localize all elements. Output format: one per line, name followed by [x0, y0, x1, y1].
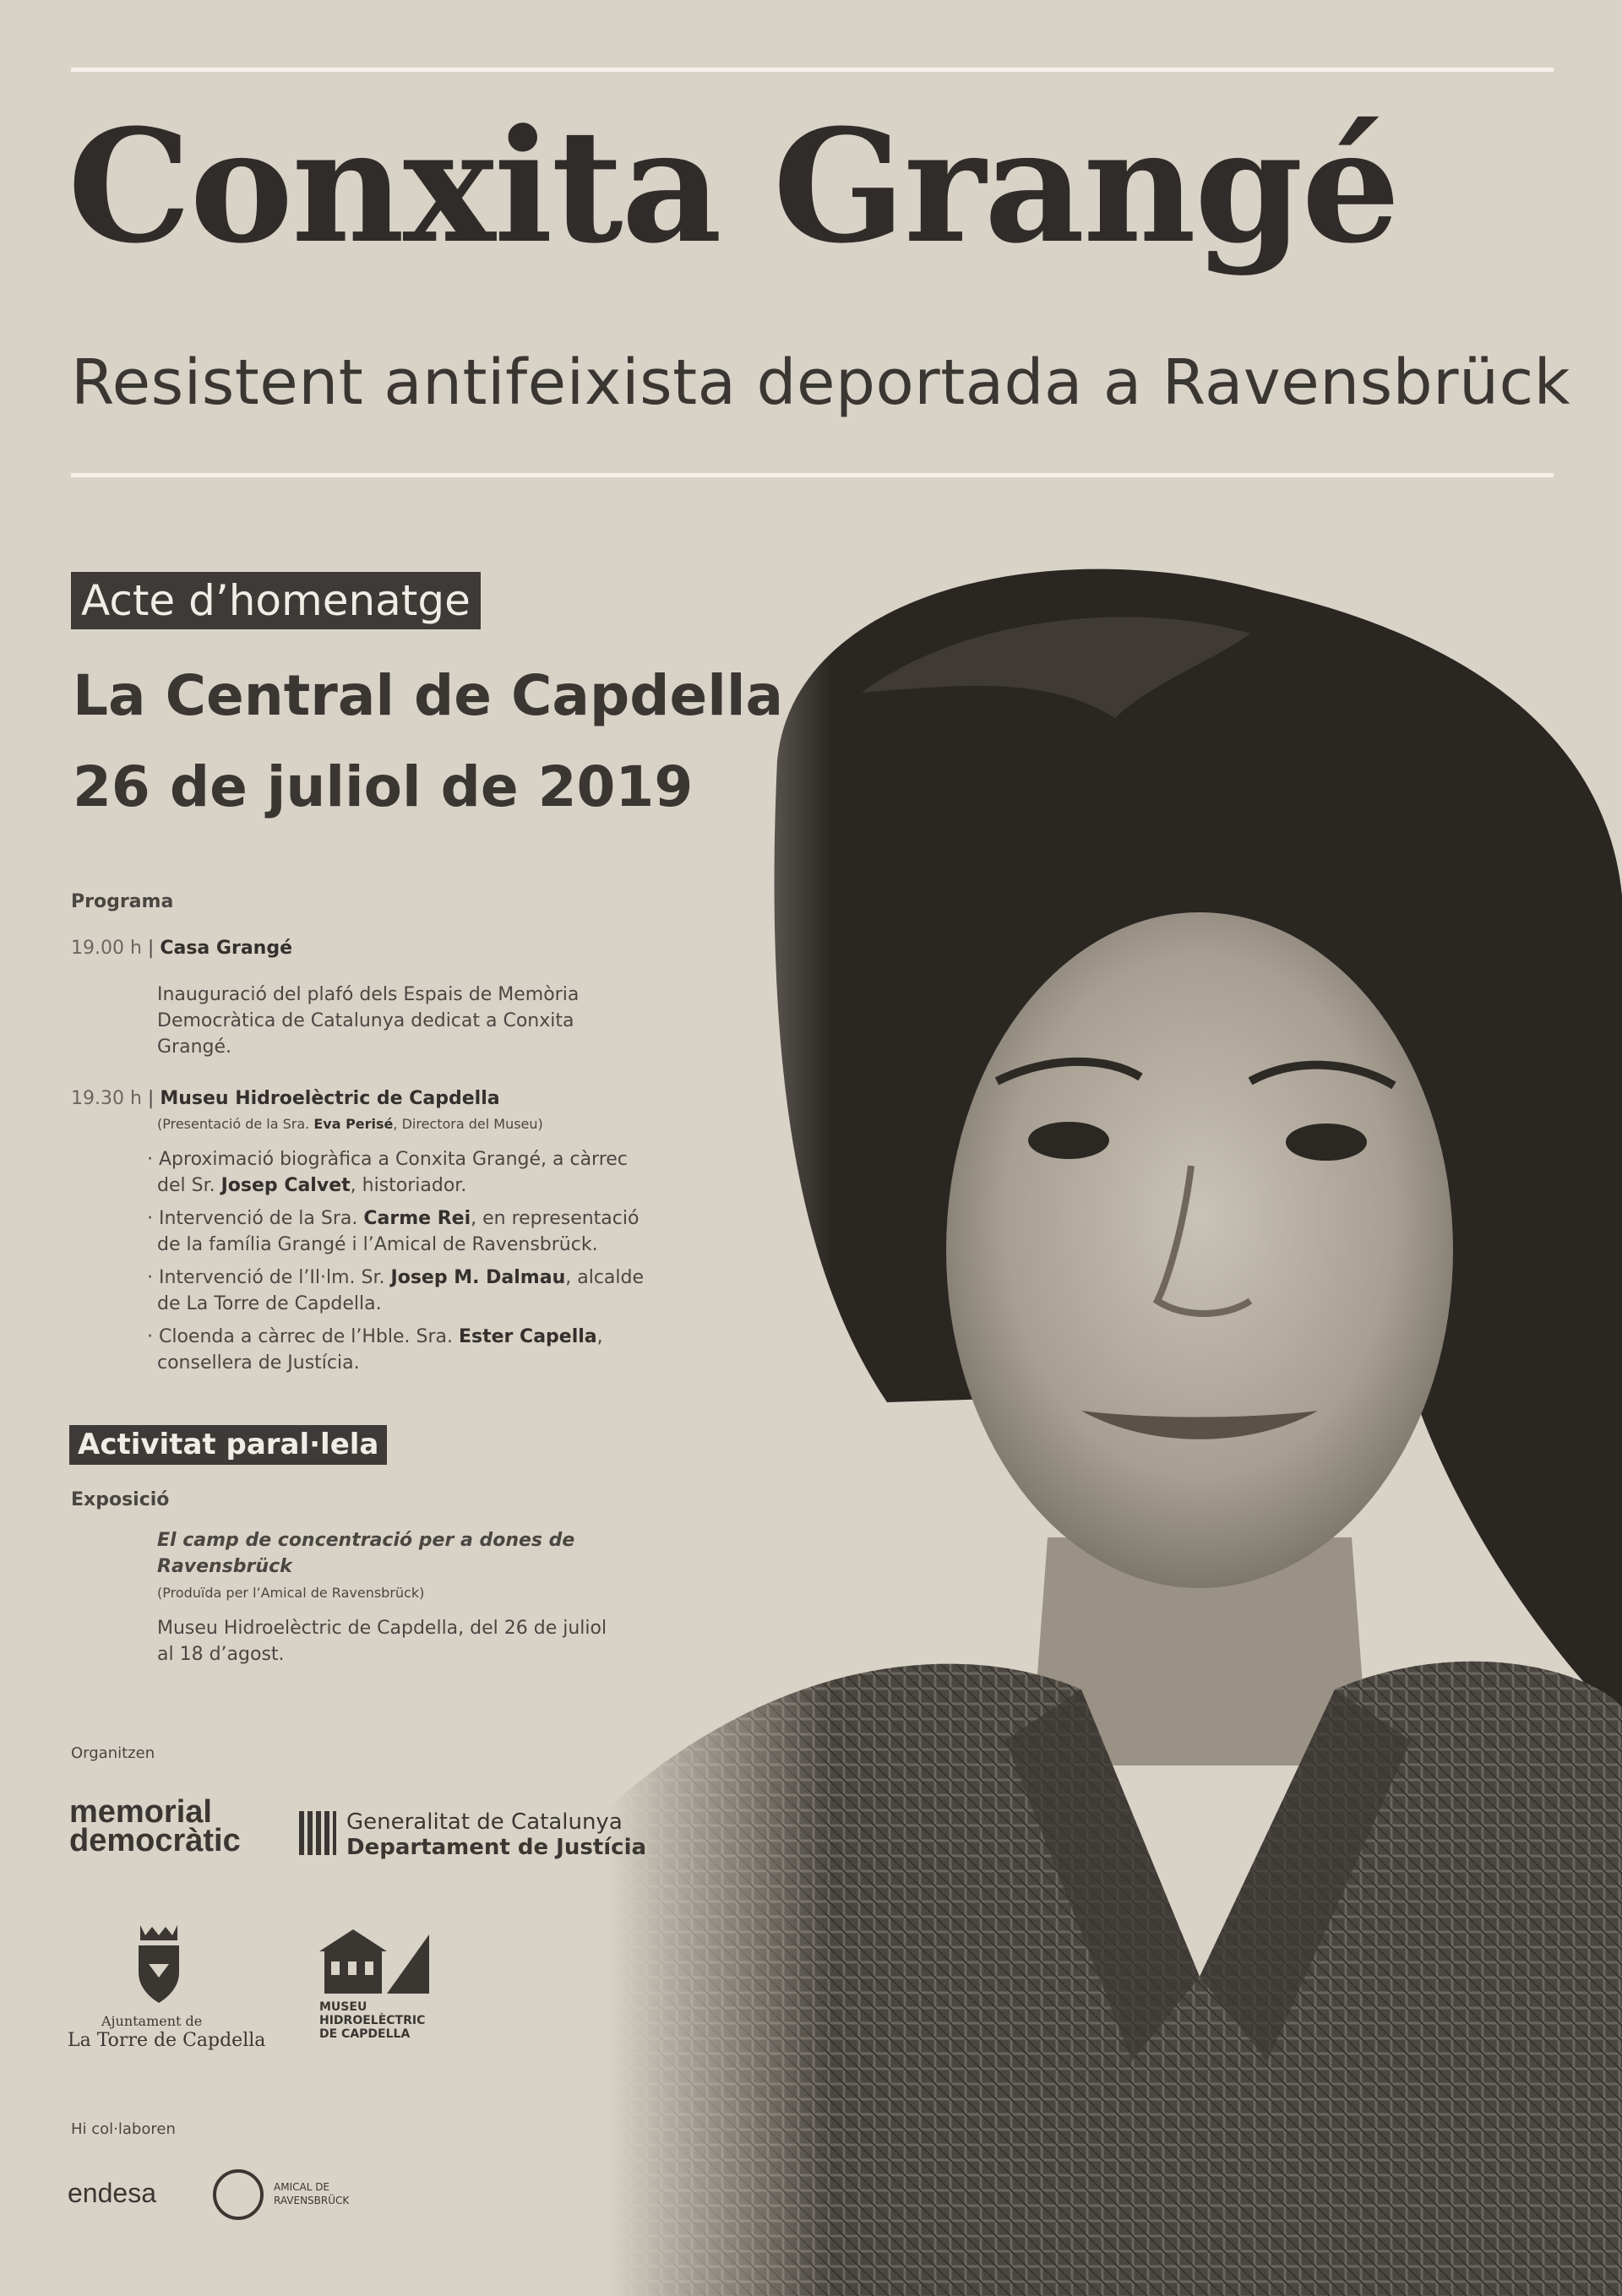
program-item-1-header: 19.00 h | Casa Grangé [71, 938, 293, 959]
bullet-text: Intervenció de l’Il·lm. Sr. [159, 1267, 385, 1288]
bullet-text: de La Torre de Capdella. [157, 1293, 382, 1314]
logo-text: Ajuntament de [101, 2013, 203, 2029]
program-bullet-2: · Intervenció de la Sra. Carme Rei, en representació de la família Grangé i l’Amical de Ravensbrück. [147, 1205, 654, 1258]
bullet-text: Cloenda a càrrec de l’Hble. Sra. [159, 1326, 453, 1347]
bullet-text: del Sr. [157, 1175, 215, 1196]
bullet-text: , [596, 1326, 603, 1347]
event-date: 26 de juliol de 2019 [73, 754, 694, 819]
bullet-text: Aproximació biogràfica a Conxita Grangé, a càrrec [159, 1149, 628, 1170]
program-item-1-time: 19.00 h [71, 938, 142, 959]
bullet-name: Ester Capella [458, 1326, 597, 1347]
bottom-rule [71, 473, 1554, 477]
program-item-2-intro [157, 1115, 543, 1134]
logo-text: La Torre de Capdella [68, 2030, 266, 2051]
exhibition-place-line: al 18 d’agost. [157, 1644, 285, 1665]
amical-ravensbruck-logo [213, 2169, 382, 2228]
poster-title: Conxita Grangé [68, 95, 1399, 278]
exhibition-title [157, 1527, 647, 1580]
logo-text: Generalitat de Catalunya [346, 1809, 623, 1835]
generalitat-bars-icon [299, 1811, 336, 1855]
program-item-2-header: 19.30 h | Museu Hidroelèctric de Capdella [71, 1088, 500, 1109]
exhibition-heading: Exposició [71, 1489, 170, 1510]
exhibition-producer: (Produïda per l’Amical de Ravensbrück) [157, 1585, 425, 1601]
ajuntament-shield-icon [133, 1922, 184, 2006]
parallel-activity-tag: Activitat paral·lela [69, 1425, 387, 1465]
museu-building-icon [319, 1918, 429, 1995]
program-bullet-4: · Cloenda a càrrec de l’Hble. Sra. Ester Capella, consellera de Justícia. [147, 1324, 654, 1376]
bullet-name: Carme Rei [363, 1208, 471, 1229]
event-venue: La Central de Capdella [73, 663, 783, 728]
logo-text: Departament de Justícia [346, 1835, 647, 1860]
ajuntament-logo [68, 1922, 266, 2057]
bullet-name: Josep Calvet [220, 1175, 351, 1196]
desc-line: Democràtica de Catalunya dedicat a Conxita [157, 1010, 574, 1031]
intro-name: Eva Perisé [313, 1116, 394, 1132]
amical-circle-icon [213, 2169, 264, 2220]
event-tag: Acte d’homenatge [71, 572, 481, 629]
exhibition-title-line: El camp de concentració per a dones de [157, 1530, 575, 1551]
museu-hidroelectric-logo [319, 1918, 446, 2070]
portrait-photo [608, 541, 1622, 2296]
logo-text: AMICAL DE [274, 2181, 330, 2193]
desc-line: Inauguració del plafó dels Espais de Memòria [157, 984, 580, 1005]
intro-text: (Presentació de la Sra. [157, 1116, 310, 1132]
bullet-text: de la família Grangé i l’Amical de Ravensbrück. [157, 1234, 598, 1255]
poster-subtitle: Resistent antifeixista deportada a Ravensbrück [71, 346, 1571, 419]
program-bullet-3: · Intervenció de l’Il·lm. Sr. Josep M. Dalmau, alcalde de La Torre de Capdella. [147, 1265, 654, 1317]
bullet-text: , alcalde [565, 1267, 645, 1288]
logo-text: memorial [69, 1794, 212, 1830]
intro-text: , Directora del Museu) [393, 1116, 543, 1132]
logo-text: MUSEU [319, 2000, 367, 2014]
bullet-name: Josep M. Dalmau [390, 1267, 566, 1288]
bullet-text: , historiador. [350, 1175, 467, 1196]
exhibition-title-line: Ravensbrück [157, 1556, 292, 1577]
program-item-2-place: Museu Hidroelèctric de Capdella [160, 1088, 500, 1109]
logo-text: HIDROELÈCTRIC [319, 2014, 426, 2027]
program-bullet-1: · Aproximació biogràfica a Conxita Grangé, a càrrec del Sr. Josep Calvet, historiador. [147, 1149, 628, 1196]
logo-text: democràtic [69, 1823, 241, 1858]
exhibition-place-line: Museu Hidroelèctric de Capdella, del 26 de juliol [157, 1618, 607, 1639]
bullet-text: consellera de Justícia. [157, 1352, 360, 1374]
bullet-text: Intervenció de la Sra. [159, 1208, 358, 1229]
program-item-2-time: 19.30 h [71, 1088, 142, 1109]
exhibition-place [157, 1615, 647, 1668]
memorial-democratic-logo [69, 1794, 241, 1858]
bullet-text: , en representació [471, 1208, 640, 1229]
collaborators-heading: Hi col·laboren [71, 2120, 176, 2138]
desc-line: Grangé. [157, 1036, 232, 1058]
organizers-heading: Organitzen [71, 1744, 155, 1762]
program-heading: Programa [71, 891, 174, 912]
program-item-1-place: Casa Grangé [160, 938, 293, 959]
logo-text: RAVENSBRÜCK [274, 2195, 350, 2206]
top-rule [71, 68, 1554, 72]
endesa-logo: endesa [68, 2178, 156, 2208]
program-item-1-description [157, 982, 647, 1060]
logo-text: DE CAPDELLA [319, 2027, 411, 2041]
